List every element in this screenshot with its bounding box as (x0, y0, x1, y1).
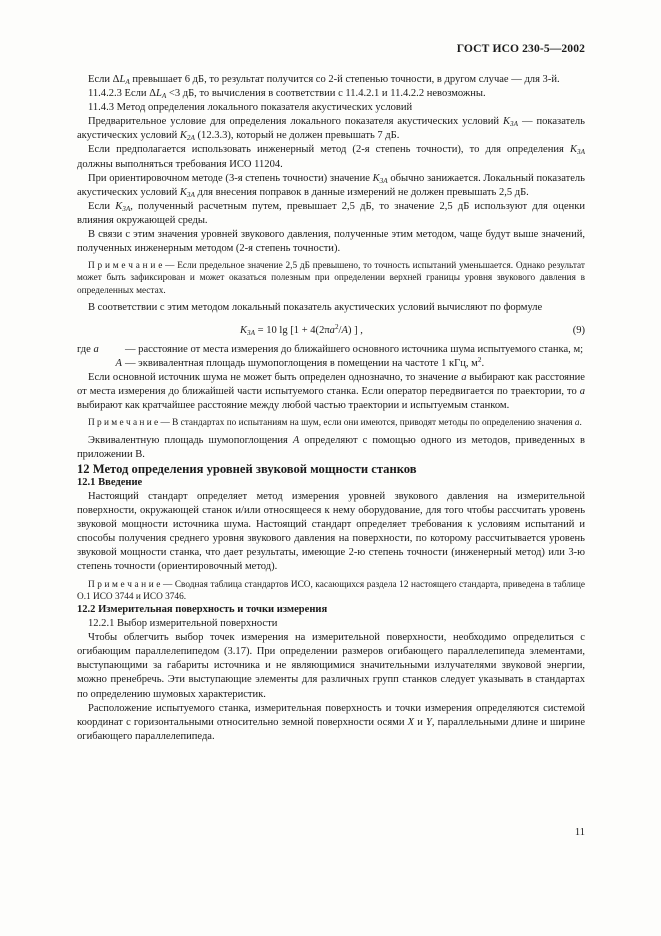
subscript: 3A (186, 190, 195, 199)
subscript: 3A (379, 176, 388, 185)
section-12-heading: 12 Метод определения уровней звуковой мощности станков (77, 461, 417, 476)
text-run: выбирают как кратчайшее расстояние между любой частью траектории и испытуемым станком. (77, 400, 510, 412)
section-12-1-heading: 12.1 Введение (77, 476, 143, 488)
symbol: a (93, 343, 99, 355)
symbol: A (115, 358, 122, 370)
note-text: — Сводная таблица стандартов ИСО, касающихся раздела 12 настоящего стандарта, приведена в таблице О.1 ИСО 3744 и ИСО 3746. (77, 579, 585, 602)
paragraph (77, 200, 585, 228)
page-body (77, 73, 585, 744)
text-run: Если Δ (88, 74, 120, 85)
definition-A (77, 357, 585, 371)
symbol: a (461, 372, 467, 384)
text-run: . (579, 418, 582, 429)
paragraph: Чтобы облегчить выбор точек измерения на измерительной поверхности, необходимо определиться с огибающим параллелепипедом (3.17). При определении размеров огибающего параллелепипеда элементами, выступающими за габариты источника и не являющимися значительными излучателями звуковой энергии, можно пренебречь. Эти выступающие элементы для различных групп станков следует указывать в стандартах по определению шумовых характеристик. (77, 632, 585, 700)
clause-11-4-2-3 (77, 87, 585, 101)
paragraph (77, 434, 585, 462)
section-12-2-heading: 12.2 Измерительная поверхность и точки измерения (77, 603, 328, 615)
text-run: выбирают как расстояние от места измерения до ближайшей части испытуемого станка. Если оператор передвигается по траектории, то (77, 372, 585, 398)
text-run: (12.3.3), который не должен превышать 7 дБ. (194, 130, 400, 142)
subscript: 3A (122, 204, 131, 213)
text-run: где (77, 343, 91, 355)
formula-expression (240, 324, 363, 338)
text-run: Если предполагается использовать инженерный метод (2-я степень точности), то для определения (88, 144, 570, 156)
clause-11-4-3-heading: 11.4.3 Метод определения локального показателя акустических условий (88, 102, 413, 114)
subscript: 2A (186, 134, 195, 143)
text-run: определяют с помощью одного из методов, приведенных в приложении В. (77, 434, 585, 460)
text-run: Предварительное условие для определения локального показателя акустических условий (88, 116, 503, 128)
note (77, 260, 585, 297)
subscript: 3A (510, 120, 518, 129)
paragraph: Настоящий стандарт определяет метод измерения уровней звукового давления на измерительной поверхности, окружающей станок и/или относящееся к нему оборудование, для того чтобы рассчитать уровень звуковой мощности источника шума. Настоящий стандарт определяет требования к условиям испытаний и способы получения среднего уровня звукового давления на поверхности, по которому рассчитывается уровень звуковой мощности станка, что дает результаты, имеющие 2-ю степень точности (инженерный метод) или 3-ю степень точности (ориентировочный метод). (77, 490, 585, 573)
definition-a (77, 343, 585, 357)
superscript: 2 (477, 356, 482, 365)
symbol: A (341, 324, 348, 336)
note (77, 417, 585, 429)
text-run: = 10 lg [1 + 4(2π (255, 324, 330, 336)
text-run: и (414, 716, 427, 728)
symbol: a (329, 324, 335, 336)
definition-term (77, 343, 125, 357)
text-run: , параллельными длине и ширине огибающего параллелепипеда. (77, 716, 586, 742)
symbol: X (407, 716, 415, 728)
text-run: Если основной источник шума не может быть определен однозначно, то значение (88, 372, 462, 384)
text-run: При ориентировочном методе (3-я степень точности) значение (88, 172, 373, 184)
paragraph (77, 172, 585, 200)
symbol: K (115, 200, 123, 212)
paragraph: В соответствии с этим методом локальный показатель акустических условий вычисляют по формуле (88, 301, 543, 313)
definition-text (125, 357, 585, 371)
paragraph (77, 115, 585, 143)
superscript: 2 (334, 322, 339, 331)
text-run: для внесения поправок в данные измерений не должен превышать 2,5 дБ. (194, 186, 529, 198)
text-run: — эквивалентная площадь шумопоглощения в помещении на частоте 1 кГц, м (125, 358, 478, 370)
text-run: , полученный расчетным путем, превышает 2,5 дБ, то значение 2,5 дБ используют для оценки влияния окружающей среды. (77, 200, 586, 226)
text-run: Расположение испытуемого станка, измерительная поверхность и точки измерения определяются системой координат с горизонтальными относительно земной поверхности осями (77, 702, 585, 728)
text-run: обычно занижается. Локальный показатель акустических условий (77, 172, 585, 198)
formula-9 (77, 321, 585, 341)
symbol: a (574, 418, 580, 429)
paragraph (77, 73, 585, 87)
symbol: L (119, 74, 126, 85)
symbol: Y (426, 716, 432, 728)
text-run: ) ] , (347, 324, 363, 336)
symbol: K (179, 130, 187, 142)
note-label: П р и м е ч а н и е (88, 261, 163, 272)
subscript: A (125, 78, 130, 86)
note-label: П р и м е ч а н и е (88, 418, 159, 429)
note (77, 579, 585, 603)
subscript: 3A (577, 148, 585, 157)
text-run: превышает 6 дБ, то результат получится со 2-й степенью точности, в другом случае — для 3-й. (129, 74, 560, 85)
text-run: — показатель акустических условий (77, 116, 585, 142)
formula-number: (9) (572, 324, 585, 336)
page-number: 11 (574, 827, 585, 838)
definitions-list (77, 343, 585, 371)
running-header: ГОСТ ИСО 230-5—2002 (456, 42, 585, 55)
definition-text: — расстояние от места измерения до ближайшего основного источника шума испытуемого станка, м; (125, 343, 584, 355)
symbol: L (155, 88, 162, 100)
text-run: Если (88, 200, 116, 212)
paragraph (77, 371, 585, 413)
definition-term (77, 357, 125, 371)
text-run: Эквивалентную площадь шумопоглощения (88, 434, 293, 446)
symbol: K (240, 324, 248, 336)
symbol: K (179, 186, 187, 198)
note-text: — В стандартах по испытаниям на шум, если они имеются, приводят методы по определению значения (158, 418, 575, 429)
paragraph (77, 702, 585, 744)
paragraph (77, 143, 585, 171)
clause-12-2-1-heading: 12.2.1 Выбор измерительной поверхности (88, 618, 278, 630)
text-run: 11.4.2.3 Если Δ (88, 88, 156, 100)
subscript: 3A (247, 328, 256, 337)
symbol: K (372, 172, 380, 184)
symbol: K (502, 116, 511, 128)
symbol: A (292, 434, 300, 446)
note-text: — Если предельное значение 2,5 дБ превышено, то точность испытаний уменьшается. Однако результат может быть зафиксирован и может оказаться полезным при определении верхней границы уровня звукового давления в определенных местах. (77, 261, 585, 296)
note-label: П р и м е ч а н и е (88, 579, 161, 590)
paragraph: В связи с этим значения уровней звукового давления, полученные этим методом, чаще будут выше значений, полученных инженерным методом (2-я степень точности). (77, 229, 585, 255)
text-run: должны выполняться требования ИСО 11204. (77, 158, 283, 170)
symbol: a (579, 386, 585, 398)
symbol: K (569, 144, 578, 156)
text-run: <3 дБ, то вычисления в соответствии с 11.4.2.1 и 11.4.2.2 невозможны. (166, 88, 486, 100)
subscript: A (161, 92, 167, 101)
text-run: . (481, 358, 485, 370)
text-run: / (338, 324, 342, 336)
